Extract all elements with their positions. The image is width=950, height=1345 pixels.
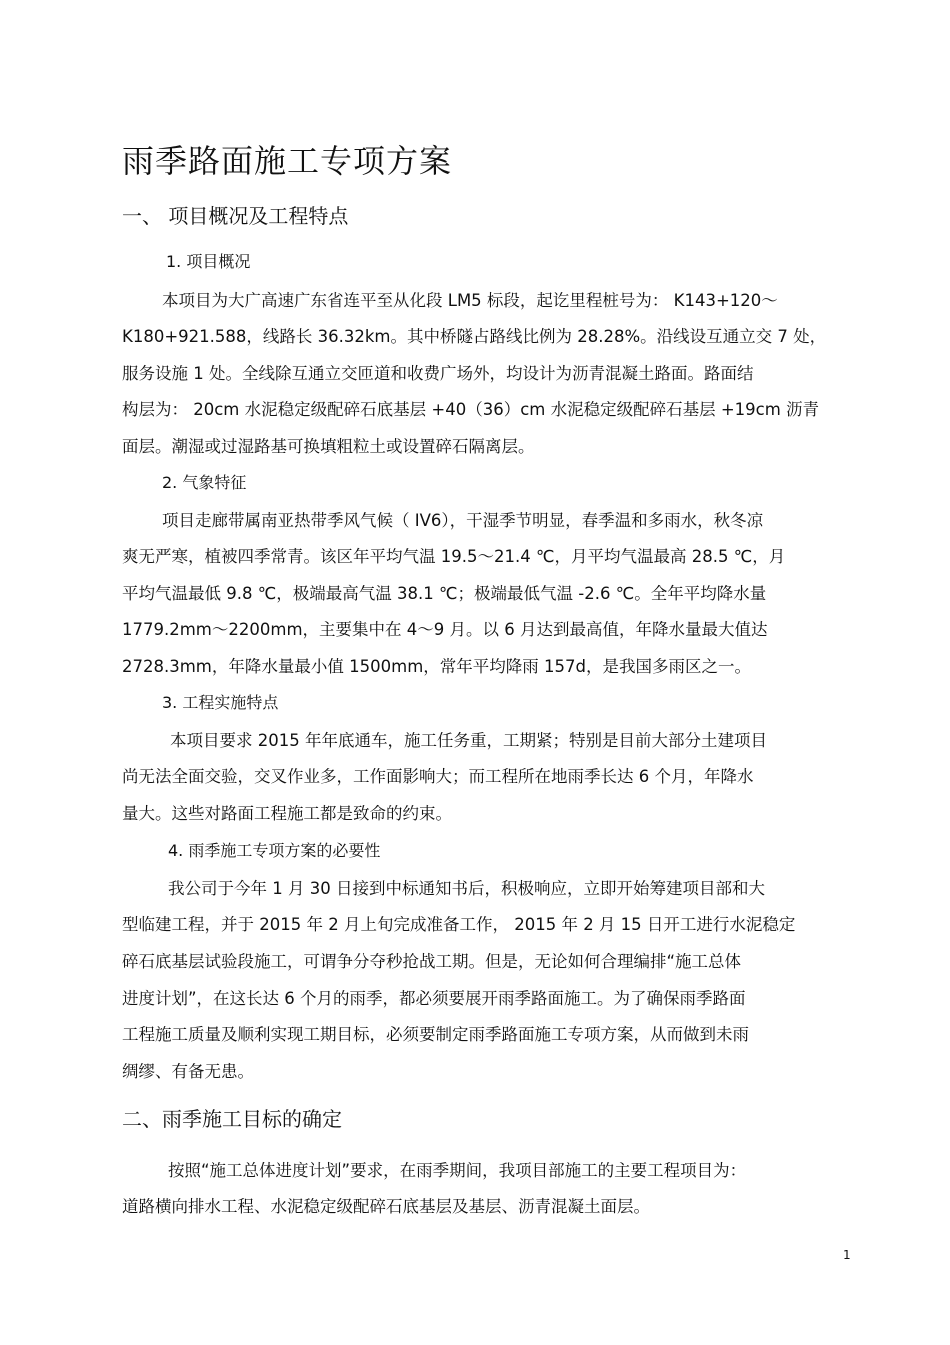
paragraph-line: 平均气温最低 9.8 ℃，极端最高气温 38.1 ℃；极端最低气温 -2.6 ℃。全年平均降水量 bbox=[122, 584, 767, 603]
section-1-heading: 一、 项目概况及工程特点 bbox=[122, 204, 349, 228]
paragraph-line: 服务设施 1 处。全线除互通立交匝道和收费广场外，均设计为沥青混凝土路面。路面结 bbox=[122, 364, 754, 383]
paragraph-line: 绸缪、有备无患。 bbox=[122, 1062, 254, 1081]
page-number: 1 bbox=[843, 1248, 851, 1262]
paragraph-line: 工程施工质量及顺利实现工期目标，必须要制定雨季路面施工专项方案，从而做到未雨 bbox=[122, 1025, 749, 1044]
paragraph-line: 项目走廊带属南亚热带季风气候（ IV6），干湿季节明显，春季温和多雨水，秋冬凉 bbox=[162, 511, 764, 530]
paragraph-line: 道路横向排水工程、水泥稳定级配碎石底基层及基层、沥青混凝土面层。 bbox=[122, 1197, 650, 1216]
paragraph-line: 1779.2mm～2200mm，主要集中在 4～9 月。以 6 月达到最高值，年降水量最大值达 bbox=[122, 620, 768, 639]
document-title: 雨季路面施工专项方案 bbox=[122, 142, 453, 180]
paragraph-line: 本项目为大广高速广东省连平至从化段 LM5 标段，起讫里程桩号为： K143+120～ bbox=[162, 291, 778, 310]
subsection-4-heading: 4. 雨季施工专项方案的必要性 bbox=[168, 841, 381, 860]
paragraph-line: 构层为： 20cm 水泥稳定级配碎石底基层 +40（36）cm 水泥稳定级配碎石基层 +19cm 沥青 bbox=[122, 400, 820, 419]
paragraph-line: 型临建工程，并于 2015 年 2 月上旬完成准备工作， 2015 年 2 月 15 日开工进行水泥稳定 bbox=[122, 915, 796, 934]
paragraph-line: 我公司于今年 1 月 30 日接到中标通知书后，积极响应，立即开始筹建项目部和大 bbox=[168, 879, 765, 898]
subsection-3-heading: 3. 工程实施特点 bbox=[162, 693, 279, 712]
paragraph-line: 爽无严寒，植被四季常青。该区年平均气温 19.5～21.4 ℃，月平均气温最高 28.5 ℃，月 bbox=[122, 547, 786, 566]
section-2-heading: 二、雨季施工目标的确定 bbox=[122, 1107, 342, 1131]
paragraph-line: 按照“施工总体进度计划”要求，在雨季期间，我项目部施工的主要工程项目为： bbox=[168, 1161, 747, 1180]
paragraph-line: 碎石底基层试验段施工，可谓争分夺秒抢战工期。但是，无论如何合理编排“施工总体 bbox=[122, 952, 742, 971]
paragraph-line: 面层。潮湿或过湿路基可换填粗粒土或设置碎石隔离层。 bbox=[122, 437, 535, 456]
subsection-1-heading: 1. 项目概况 bbox=[166, 252, 251, 271]
paragraph-line: 进度计划”，在这长达 6 个月的雨季，都必须要展开雨季路面施工。为了确保雨季路面 bbox=[122, 989, 746, 1008]
paragraph-line: 尚无法全面交验，交叉作业多，工作面影响大；而工程所在地雨季长达 6 个月，年降水 bbox=[122, 767, 754, 786]
paragraph-line: 2728.3mm，年降水量最小值 1500mm，常年平均降雨 157d，是我国多雨区之一。 bbox=[122, 657, 751, 676]
paragraph-line: 本项目要求 2015 年年底通车，施工任务重，工期紧；特别是目前大部分土建项目 bbox=[170, 731, 767, 750]
paragraph-line: 量大。这些对路面工程施工都是致命的约束。 bbox=[122, 804, 452, 823]
subsection-2-heading: 2. 气象特征 bbox=[162, 473, 247, 492]
paragraph-line: K180+921.588，线路长 36.32km。其中桥隧占路线比例为 28.28%。沿线设互通立交 7 处， bbox=[122, 327, 827, 346]
